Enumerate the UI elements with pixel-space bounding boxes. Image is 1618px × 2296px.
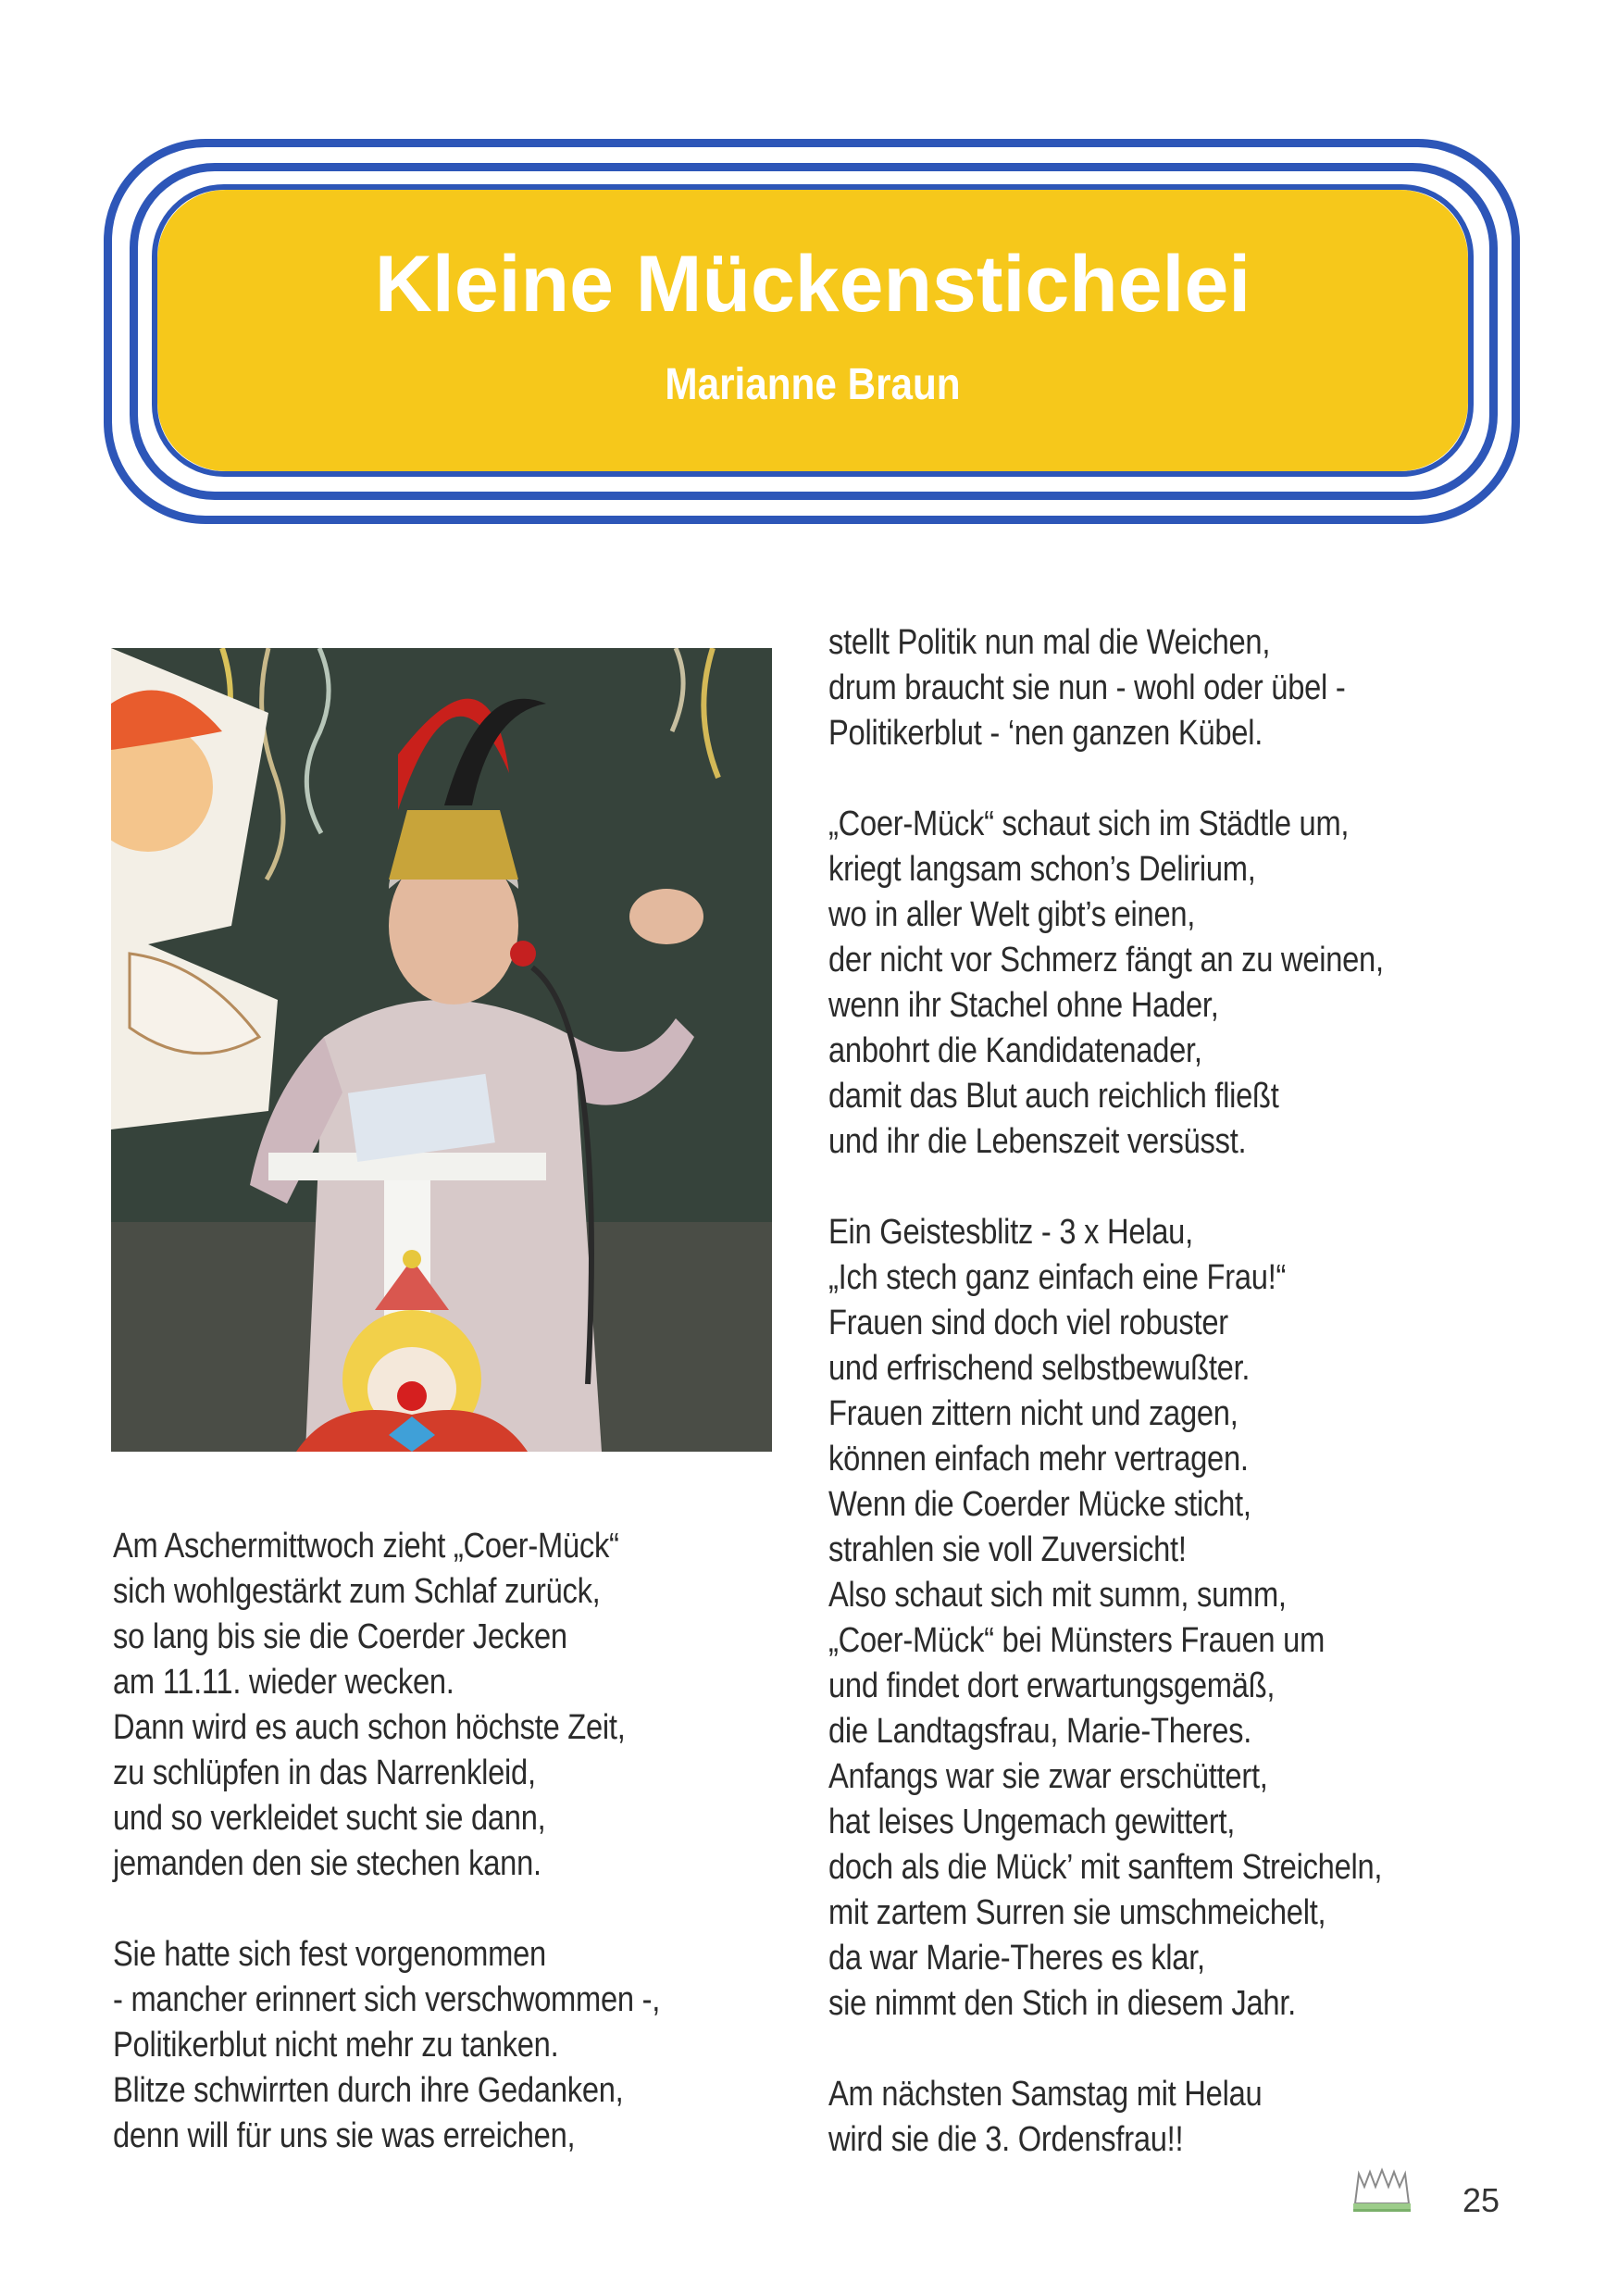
poem-line: kriegt langsam schon’s Delirium, bbox=[828, 850, 1256, 889]
poem-line: sich wohlgestärkt zum Schlaf zurück, bbox=[113, 1572, 601, 1611]
poem-line: und ihr die Lebenszeit versüsst. bbox=[828, 1122, 1247, 1161]
poem-line: wird sie die 3. Ordensfrau!! bbox=[828, 2120, 1184, 2159]
poem-line: Am nächsten Samstag mit Helau bbox=[828, 2075, 1263, 2114]
poem-line: Ein Geistesblitz - 3 x Helau, bbox=[828, 1213, 1193, 1252]
poem-line: und erfrischend selbstbewußter. bbox=[828, 1349, 1251, 1388]
poem-line: „Coer-Mück“ bei Münsters Frauen um bbox=[828, 1621, 1326, 1660]
title-box bbox=[157, 190, 1468, 471]
poem-line: am 11.11. wieder wecken. bbox=[113, 1663, 454, 1702]
poem-line: der nicht vor Schmerz fängt an zu weinen, bbox=[828, 941, 1384, 980]
poem-line: können einfach mehr vertragen. bbox=[828, 1440, 1249, 1479]
stanza-gap bbox=[828, 1165, 1384, 1210]
poem-line: wo in aller Welt gibt’s einen, bbox=[828, 895, 1196, 934]
poem-left-column bbox=[113, 1524, 660, 2159]
poem-line: Politikerblut - ‘nen ganzen Kübel. bbox=[828, 714, 1263, 753]
poem-line: Also schaut sich mit summ, summ, bbox=[828, 1576, 1287, 1615]
poem-line: und findet dort erwartungsgemäß, bbox=[828, 1666, 1276, 1705]
poem-line: Blitze schwirrten durch ihre Gedanken, bbox=[113, 2071, 624, 2110]
poem-line: doch als die Mück’ mit sanftem Streicheln, bbox=[828, 1848, 1383, 1887]
stanza-gap bbox=[113, 1887, 660, 1932]
poem-line: denn will für uns sie was erreichen, bbox=[113, 2116, 576, 2155]
poem-line: und so verkleidet sucht sie dann, bbox=[113, 1799, 546, 1838]
poem-line: damit das Blut auch reichlich fließt bbox=[828, 1077, 1279, 1116]
author-name: Marianne Braun bbox=[665, 360, 961, 409]
poem-line: so lang bis sie die Coerder Jecken bbox=[113, 1617, 567, 1656]
poem-line: da war Marie-Theres es klar, bbox=[828, 1939, 1205, 1978]
poem-line: stellt Politik nun mal die Weichen, bbox=[828, 623, 1271, 662]
poem-line: Wenn die Coerder Mücke sticht, bbox=[828, 1485, 1251, 1524]
poem-line: Politikerblut nicht mehr zu tanken. bbox=[113, 2026, 559, 2065]
poem-line: „Coer-Mück“ schaut sich im Städtle um, bbox=[828, 805, 1350, 843]
poem-line: strahlen sie voll Zuversicht! bbox=[828, 1530, 1187, 1569]
poem-line: - mancher erinnert sich verschwommen -, bbox=[113, 1980, 661, 2019]
stanza-gap bbox=[828, 756, 1384, 802]
poem-line: Sie hatte sich fest vorgenommen bbox=[113, 1935, 546, 1974]
poem-line: anbohrt die Kandidatenader, bbox=[828, 1031, 1202, 1070]
page-title: Kleine Mückenstichelei bbox=[374, 240, 1251, 329]
poem-line: die Landtagsfrau, Marie-Theres. bbox=[828, 1712, 1252, 1751]
poem-right-column bbox=[828, 620, 1384, 2163]
poem-line: Dann wird es auch schon höchste Zeit, bbox=[113, 1708, 626, 1747]
poem-line: sie nimmt den Stich in diesem Jahr. bbox=[828, 1984, 1296, 2023]
poem-line: drum braucht sie nun - wohl oder übel - bbox=[828, 668, 1346, 707]
castle-logo-icon bbox=[1350, 2166, 1414, 2215]
poem-line: jemanden den sie stechen kann. bbox=[113, 1844, 541, 1883]
stanza-gap bbox=[828, 2027, 1384, 2072]
poem-line: zu schlüpfen in das Narrenkleid, bbox=[113, 1753, 536, 1792]
poem-line: wenn ihr Stachel ohne Hader, bbox=[828, 986, 1219, 1025]
poem-line: Am Aschermittwoch zieht „Coer-Mück“ bbox=[113, 1527, 619, 1566]
photo-illustration bbox=[111, 648, 772, 1452]
poem-line: „Ich stech ganz einfach eine Frau!“ bbox=[828, 1258, 1287, 1297]
carnival-speaker-photo bbox=[111, 648, 772, 1452]
poem-line: Anfangs war sie zwar erschüttert, bbox=[828, 1757, 1268, 1796]
poem-line: Frauen sind doch viel robuster bbox=[828, 1304, 1228, 1342]
poem-line: mit zartem Surren sie umschmeichelt, bbox=[828, 1893, 1326, 1932]
poem-line: hat leises Ungemach gewittert, bbox=[828, 1803, 1236, 1841]
poem-line: Frauen zittern nicht und zagen, bbox=[828, 1394, 1238, 1433]
page-number: 25 bbox=[1462, 2181, 1500, 2219]
